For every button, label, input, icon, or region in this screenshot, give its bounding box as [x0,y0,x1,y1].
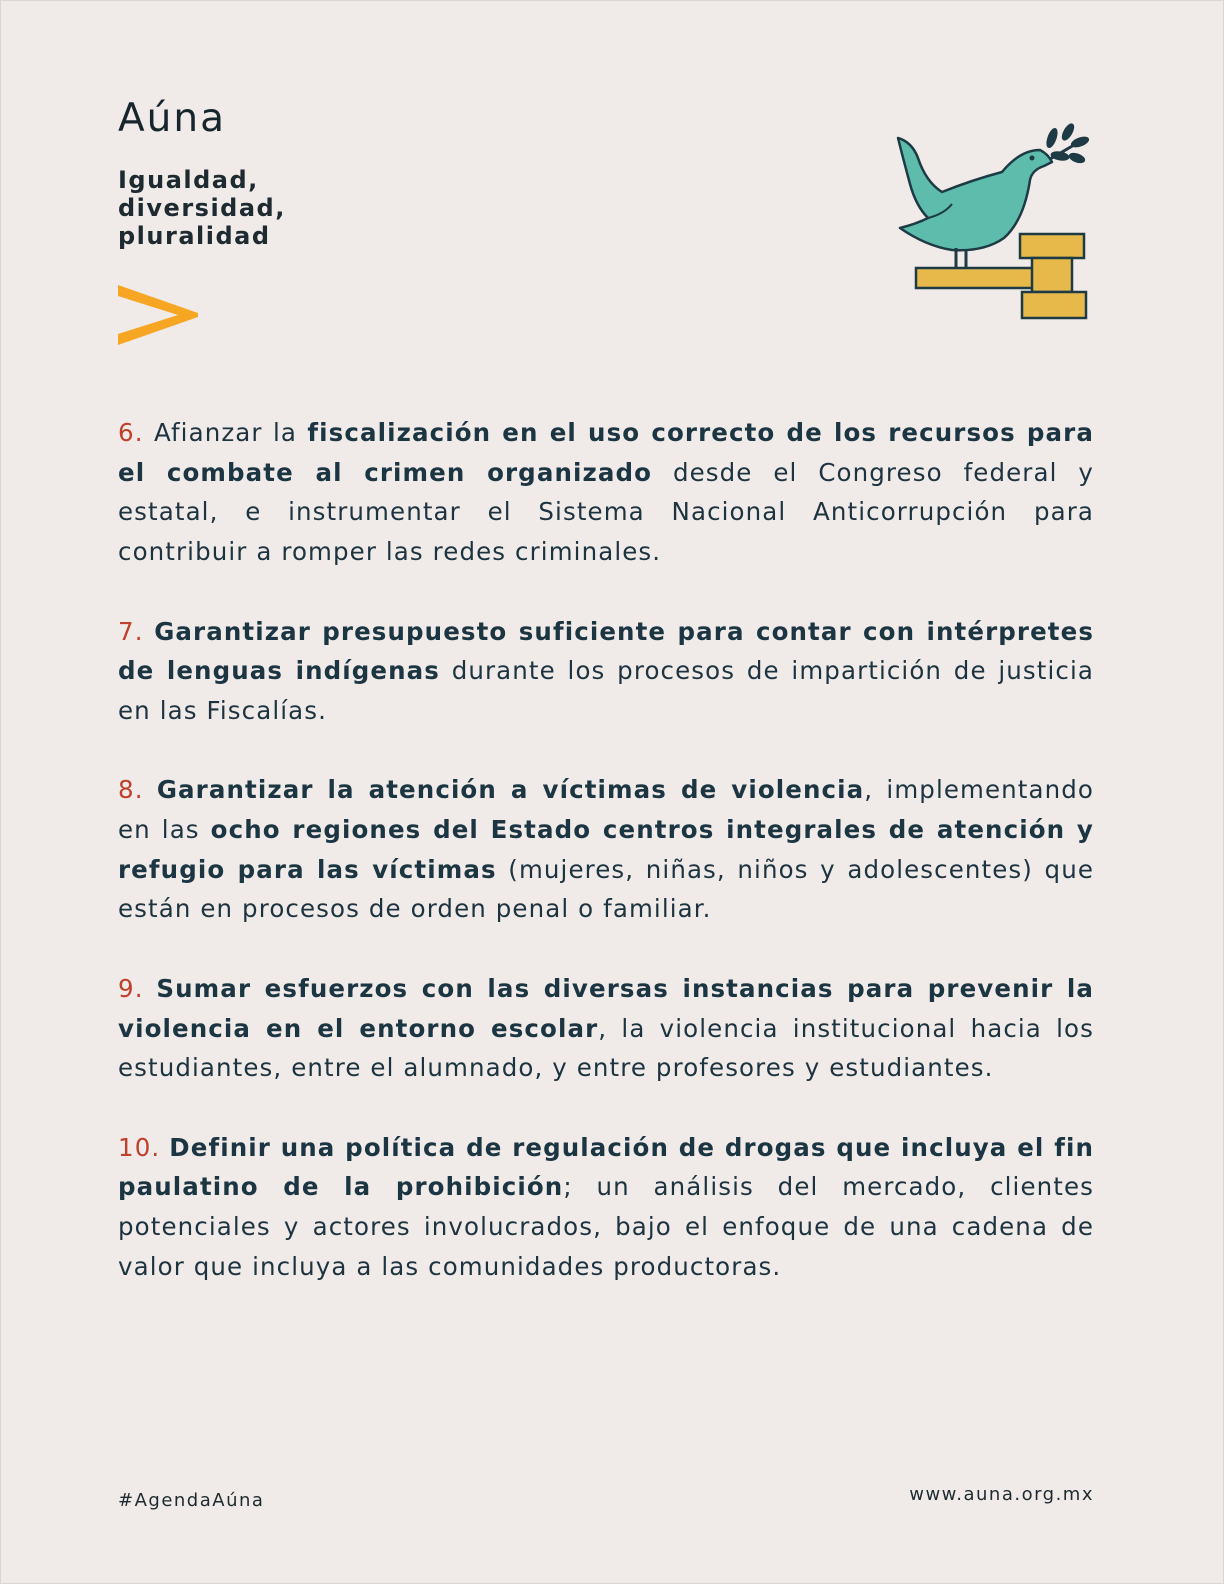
item-number: 6. [118,418,144,447]
item-text: durante los procesos de impartición de justicia en las Fiscalías. [118,656,1094,725]
item-text: Afianzar la [143,418,308,447]
item-number: 10. [118,1132,161,1162]
tagline-line-3: pluralidad [118,222,271,250]
footer-website[interactable]: www.auna.org.mx [909,1484,1094,1505]
agenda-item-8 [118,770,1094,929]
agenda-list [118,413,1094,1326]
item-text: (mujeres, niñas, niños y adolescentes) que están en procesos de orden penal o familiar. [118,854,1094,924]
item-highlight: Garantizar presupuesto suficiente para contar con intérpretes de lenguas indígenas [118,616,1095,686]
item-highlight: fiscalización en el uso correcto de los recursos para el combate al crimen organizado [118,418,1094,487]
item-number: 7. [118,616,144,646]
brand-tagline [118,166,286,250]
item-highlight: Definir una política de regulación de drogas que incluya el fin paulatino de la prohibición [118,1132,1094,1202]
item-text [144,617,155,646]
chevron-right-icon [116,284,200,346]
dove-gavel-icon [892,120,1092,325]
agenda-item-7 [118,612,1094,731]
item-text: , implementando en las [118,775,1094,844]
footer-hashtag: #AgendaAúna [118,1490,265,1511]
item-text [144,775,157,804]
item-highlight: Sumar esfuerzos con las diversas instancias para prevenir la violencia en el entorno escolar [118,973,1094,1043]
item-text: ; un análisis del mercado, clientes potenciales y actores involucrados, bajo el enfoque de una cadena de valor que incluya a las comunidades productoras. [118,1172,1095,1281]
item-highlight: Garantizar la atención a víctimas de violencia [156,775,865,805]
brand-logo: Aúna [118,96,227,141]
tagline-line-1: Igualdad, [118,166,259,194]
item-number: 8. [118,775,144,805]
item-highlight: ocho regiones del Estado centros integrales de atención y refugio para las víctimas [118,815,1094,884]
agenda-item-10 [118,1128,1094,1287]
item-text: desde el Congreso federal y estatal, e instrumentar el Sistema Nacional Anticorrupción para contribuir a romper las redes criminales. [118,457,1094,567]
item-text [160,1133,169,1162]
agenda-item-9 [118,969,1094,1088]
item-text: , la violencia institucional hacia los estudiantes, entre el alumnado, y entre profesores y estudiantes. [118,1013,1094,1083]
item-text [144,974,157,1003]
agenda-item-6 [118,413,1094,572]
item-number: 9. [118,973,144,1003]
tagline-line-2: diversidad, [118,194,286,222]
